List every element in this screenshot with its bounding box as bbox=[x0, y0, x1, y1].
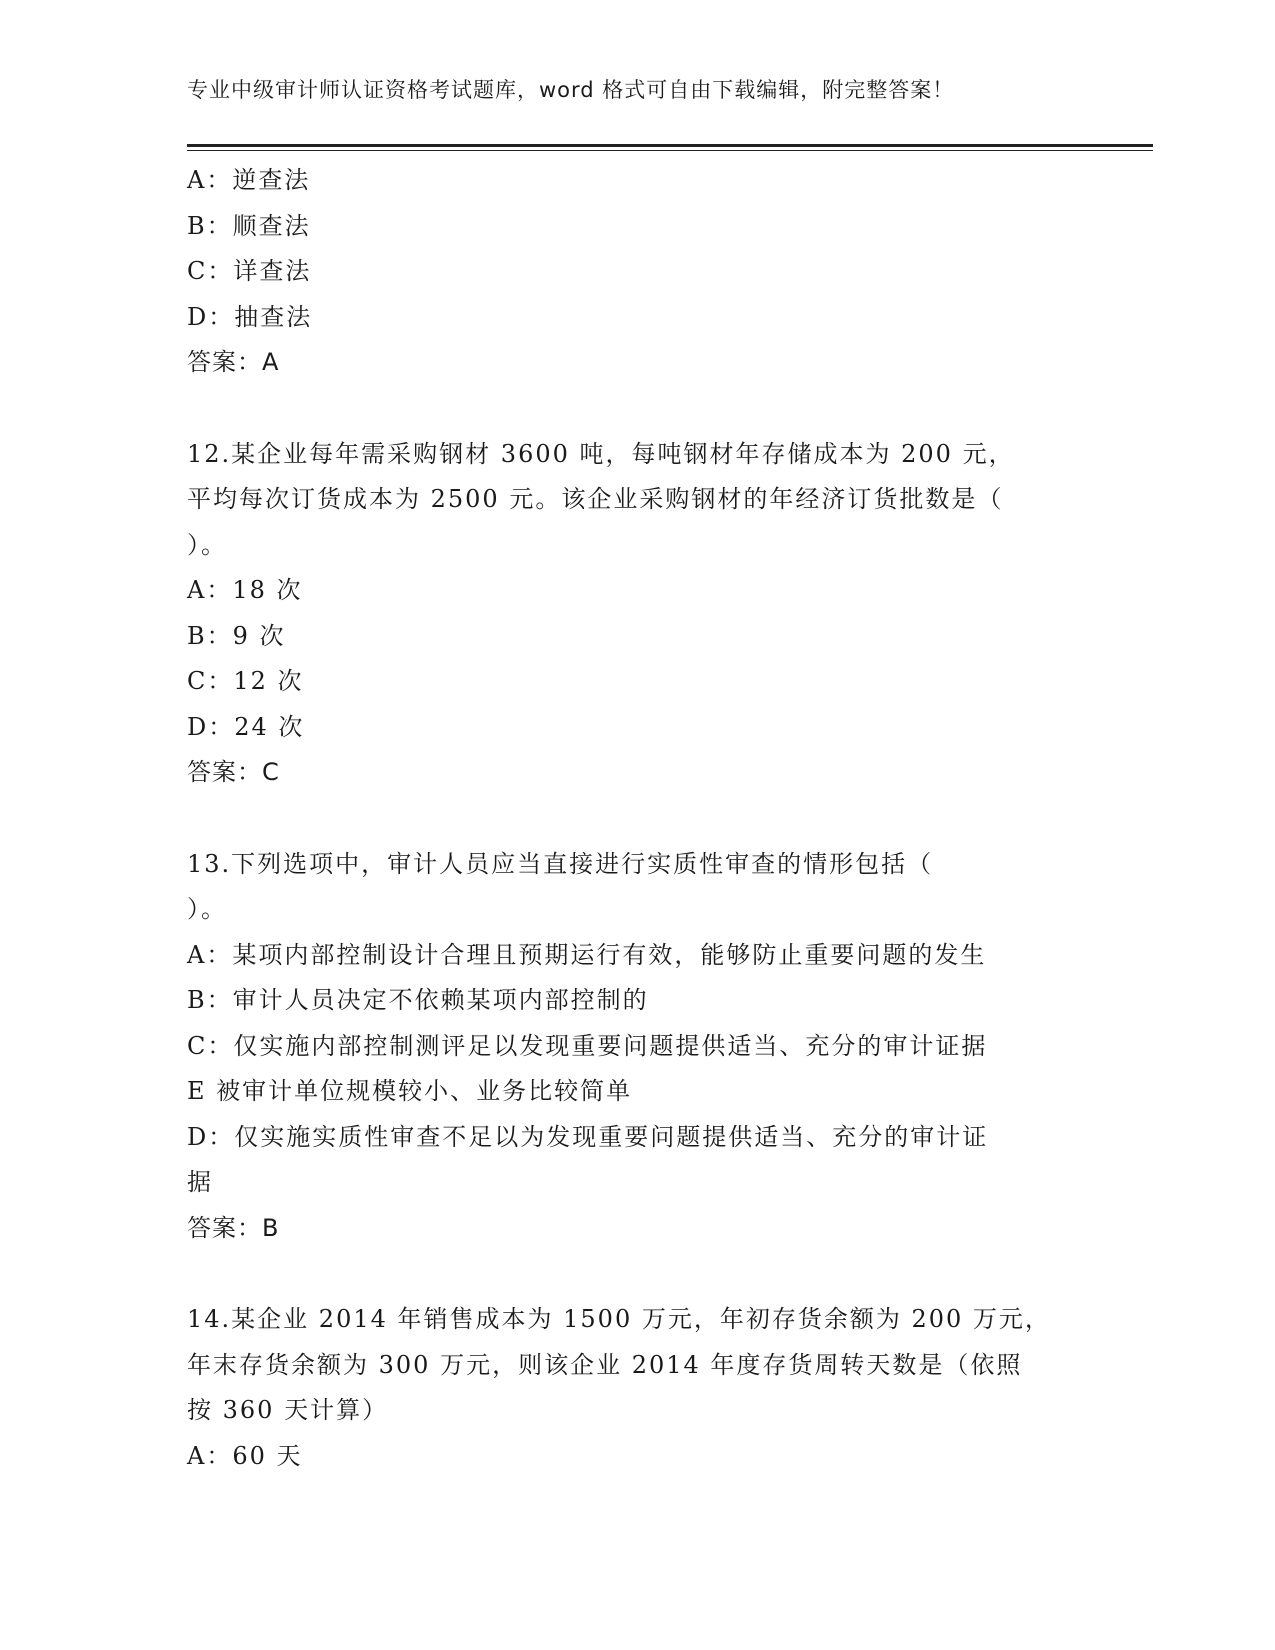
option-e: E 被审计单位规模较小、业务比较简单 bbox=[187, 1077, 633, 1105]
option-c: C：12 次 bbox=[187, 667, 304, 695]
spacer bbox=[187, 796, 1077, 842]
option-a: A：某项内部控制设计合理且预期运行有效，能够防止重要问题的发生 bbox=[187, 940, 987, 969]
question-14 bbox=[187, 1297, 1077, 1479]
option-b: B：9 次 bbox=[187, 621, 286, 650]
option-a: A：逆查法 bbox=[187, 166, 311, 194]
option-d: D：抽查法 bbox=[187, 302, 313, 331]
option-d: D：仅实施实质性审查不足以为发现重要问题提供适当、充分的审计证 bbox=[187, 1122, 989, 1151]
question-stem-line: 年末存货余额为 300 万元，则该企业 2014 年度存货周转天数是（依照 bbox=[187, 1350, 1023, 1379]
option-b: B：审计人员决定不依赖某项内部控制的 bbox=[187, 986, 649, 1014]
question-stem-line: 13.下列选项中，审计人员应当直接进行实质性审查的情形包括（ bbox=[187, 849, 934, 878]
option-c: C：详查法 bbox=[187, 257, 312, 285]
option-c: C：仅实施内部控制测评足以发现重要问题提供适当、充分的审计证据 bbox=[187, 1031, 988, 1060]
spacer bbox=[187, 386, 1077, 432]
option-d: D：24 次 bbox=[187, 712, 305, 741]
question-stem-line: ）。 bbox=[187, 530, 227, 559]
answer-line: 答案：B bbox=[187, 1213, 280, 1242]
question-stem-line: 按 360 天计算） bbox=[187, 1396, 389, 1424]
option-d-continued: 据 bbox=[187, 1168, 213, 1196]
page-header: 专业中级审计师认证资格考试题库，word 格式可自由下载编辑，附完整答案！ bbox=[187, 78, 955, 102]
question-content bbox=[187, 158, 1077, 1479]
option-b: B：顺查法 bbox=[187, 211, 311, 240]
question-stem-line: 14.某企业 2014 年销售成本为 1500 万元，年初存货余额为 200 万元， bbox=[187, 1305, 1051, 1333]
question-12 bbox=[187, 432, 1077, 796]
question-13 bbox=[187, 842, 1077, 1252]
question-stem-line: 平均每次订货成本为 2500 元。该企业采购钢材的年经济订货批数是（ bbox=[187, 485, 1004, 513]
answer-line: 答案：C bbox=[187, 758, 280, 786]
answer-line: 答案：A bbox=[187, 348, 280, 376]
header-rule-thin bbox=[187, 150, 1153, 151]
option-a: A：60 天 bbox=[187, 1441, 303, 1470]
question-stem-line: 12.某企业每年需采购钢材 3600 吨，每吨钢材年存储成本为 200 元， bbox=[187, 439, 1015, 468]
question-11 bbox=[187, 158, 1077, 386]
question-stem-line: ）。 bbox=[187, 895, 227, 923]
header-rule-thick bbox=[187, 144, 1153, 147]
spacer bbox=[187, 1251, 1077, 1297]
option-a: A：18 次 bbox=[187, 576, 303, 604]
